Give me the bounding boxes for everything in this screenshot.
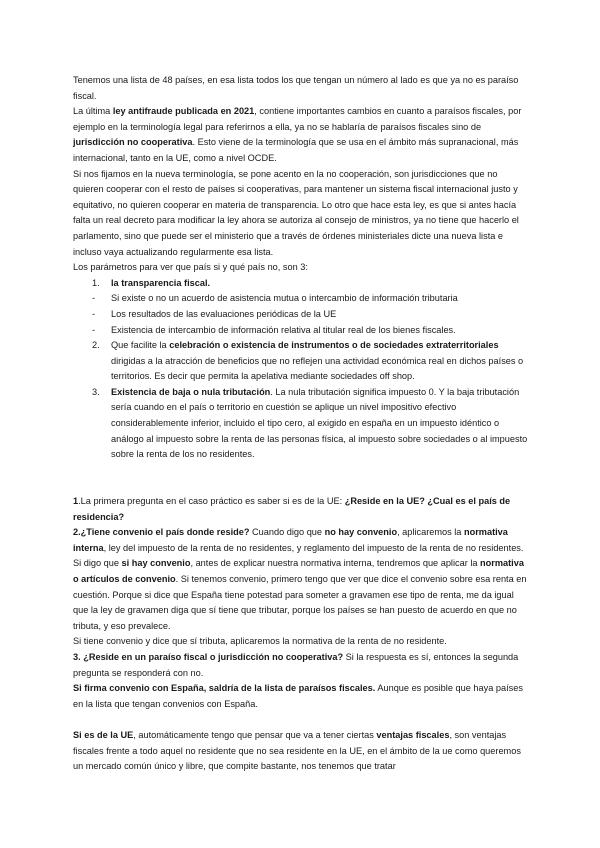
bold-text: 2.¿Tiene convenio el país donde reside?	[73, 527, 250, 538]
list-number: 3.	[92, 386, 100, 397]
list-number: 2.	[92, 340, 100, 351]
dash-list-item	[73, 307, 528, 323]
dash-list-item	[73, 323, 528, 339]
paragraph-text: Tenemos una lista de 48 países, en esa lista todos los que tengan un número al lado es que ya no es paraíso fiscal.	[73, 75, 519, 101]
paragraph-text: . Esto viene de la terminología que se usa en el ámbito más supranacional, más internacional, tanto en la UE, como a nivel OCDE.	[73, 137, 519, 163]
paragraph-text: Cuando digo que	[249, 527, 325, 538]
paragraph-intro	[73, 73, 528, 104]
list-item-tributacion	[73, 385, 528, 463]
paragraph-text: . Si tenemos convenio, primero tengo que ver que dice el convenio sobre esa renta en cuestión. Porque si dice que España tiene potestad para someter a gravamen ese tipo de renta, me da igual que la ley de gravamen diga que sí tiene que tributar, porque los países se han puesto de acuerdo en que no tributa, y eso prevalece.	[73, 574, 527, 631]
paragraph-ley-antifraude	[73, 104, 528, 166]
list-item-text: Los resultados de las evaluaciones periódicas de la UE	[111, 308, 337, 319]
paragraph-pregunta-1	[73, 494, 528, 525]
list-item-text: Que facilite la	[111, 340, 170, 351]
paragraph-tributa	[73, 634, 528, 650]
list-item-text: . La nula tributación significa impuesto 0. Y la baja tributación sería cuando en el país o territorio en cuestión se aplique un nivel impositivo efectivo considerablemente inferior, incluido el tipo cero, al exigido en españa en un impuesto idéntico o análogo al impuesto sobre la renta de las personas física, al impuesto sobre sociedades o al impuesto sobre la renta de los no residentes.	[111, 386, 528, 460]
list-dash: -	[92, 308, 96, 319]
bold-text: Si firma convenio con España, saldría de la lista de paraísos fiscales.	[73, 683, 376, 694]
paragraph-text: , son ventajas fiscales frente a todo aquel no residente que no sea residente en la UE, en el ámbito de la ue como queremos un mercado común único y libre, que compite bastante, nos tenemos que tratar	[73, 729, 521, 772]
paragraph-text: Aunque es posible que haya países en la lista que tengan convenios con España.	[73, 683, 523, 709]
paragraph-text: , antes de explicar nuestra normativa interna, tendremos que aplicar la	[190, 558, 481, 569]
blank-line	[73, 478, 528, 494]
bold-text: 3. ¿Reside en un paraíso fiscal o jurisdicción no cooperativa?	[73, 651, 344, 662]
paragraph-text: Los parámetros para ver que país si y qué país no, son 3:	[73, 262, 308, 273]
bold-text: no hay convenio	[324, 527, 398, 538]
paragraph-ventajas-ue	[73, 728, 528, 775]
bold-text: normativa interna	[73, 527, 508, 553]
list-number: 1.	[92, 277, 100, 288]
bold-text: si hay convenio	[121, 558, 191, 569]
bold-text: Existencia de baja o nula tributación	[111, 386, 271, 397]
document-body	[73, 73, 528, 775]
paragraph-pregunta-3	[73, 650, 528, 681]
blank-line	[73, 712, 528, 728]
paragraph-pregunta-2	[73, 525, 528, 634]
bold-text: Si es de la UE	[73, 729, 134, 740]
bold-text: 1	[73, 496, 79, 507]
bold-text: ¿Reside en la UE? ¿Cual es el país de residencia?	[73, 496, 511, 522]
list-item-text: Si existe o no un acuerdo de asistencia mutua o intercambio de información tributaria	[111, 293, 458, 304]
paragraph-text: , ley del impuesto de la renta de no residentes, y reglamento del impuesto de la renta de no residentes. Si digo que	[73, 542, 524, 569]
paragraph-text: , aplicaremos la	[397, 527, 464, 538]
paragraph-text: , contiene importantes cambios en cuanto a paraísos fiscales, por ejemplo en la terminología legal para referirnos a ella, ya no se hablaría de paraísos fiscales sino de	[73, 106, 522, 132]
paragraph-text: , automáticamente tengo que pensar que va a tener ciertas	[133, 729, 377, 740]
paragraph-parametros	[73, 260, 528, 276]
bold-text: jurisdicción no cooperativa	[73, 137, 193, 148]
bold-text: celebración o existencia de instrumentos o de sociedades extraterritoriales	[169, 340, 499, 351]
bold-text: ley antifraude publicada en 2021	[112, 106, 255, 117]
paragraph-text: .La primera pregunta en el caso práctico es saber si es de la UE:	[78, 496, 345, 507]
paragraph-text: Si nos fijamos en la nueva terminología, se pone acento en la no cooperación, son jurisdicciones que no quieren cooperar con el resto de países si cooperativas, para mantener un sistema fiscal internacional justo y equitativo, no quieren cooperar en materia de transparencia. Lo otro que hace esta ley, es que si antes hacía falta un real decreto para modificar la ley ahora se autoriza al consejo de ministros, ya no tiene que hacerlo el parlamento, sino que puede ser el ministerio que a través de órdenes ministeriales dicte una nueva lista e incluso vaya actualizando regularmente esa lista.	[73, 168, 519, 257]
list-item-text: Existencia de intercambio de información relativa al titular real de los bienes fiscales.	[111, 324, 456, 335]
list-item-transparencia	[73, 276, 528, 292]
dash-list-item	[73, 291, 528, 307]
list-dash: -	[92, 324, 96, 335]
list-dash: -	[92, 293, 96, 304]
paragraph-text: Si la respuesta es sí, entonces la segunda pregunta se responderá con no.	[73, 651, 519, 678]
paragraph-convenio-espana	[73, 681, 528, 712]
bold-text: ventajas fiscales	[376, 729, 450, 740]
list-item-text: dirigidas a la atracción de beneficios que no reflejen una actividad económica real en dichos países o territorios. Es decir que permita la apelativa mediante sociedades off shop.	[111, 355, 524, 382]
paragraph-text: La última	[73, 106, 113, 117]
blank-line	[73, 463, 528, 479]
bold-text: normativa o artículos de convenio	[73, 558, 524, 584]
paragraph-terminologia	[73, 167, 528, 261]
bold-text: la transparencia fiscal.	[111, 277, 211, 288]
paragraph-text: Si tiene convenio y dice que sí tributa, aplicaremos la normativa de la renta de no residente.	[73, 636, 447, 647]
list-item-sociedades	[73, 338, 528, 385]
